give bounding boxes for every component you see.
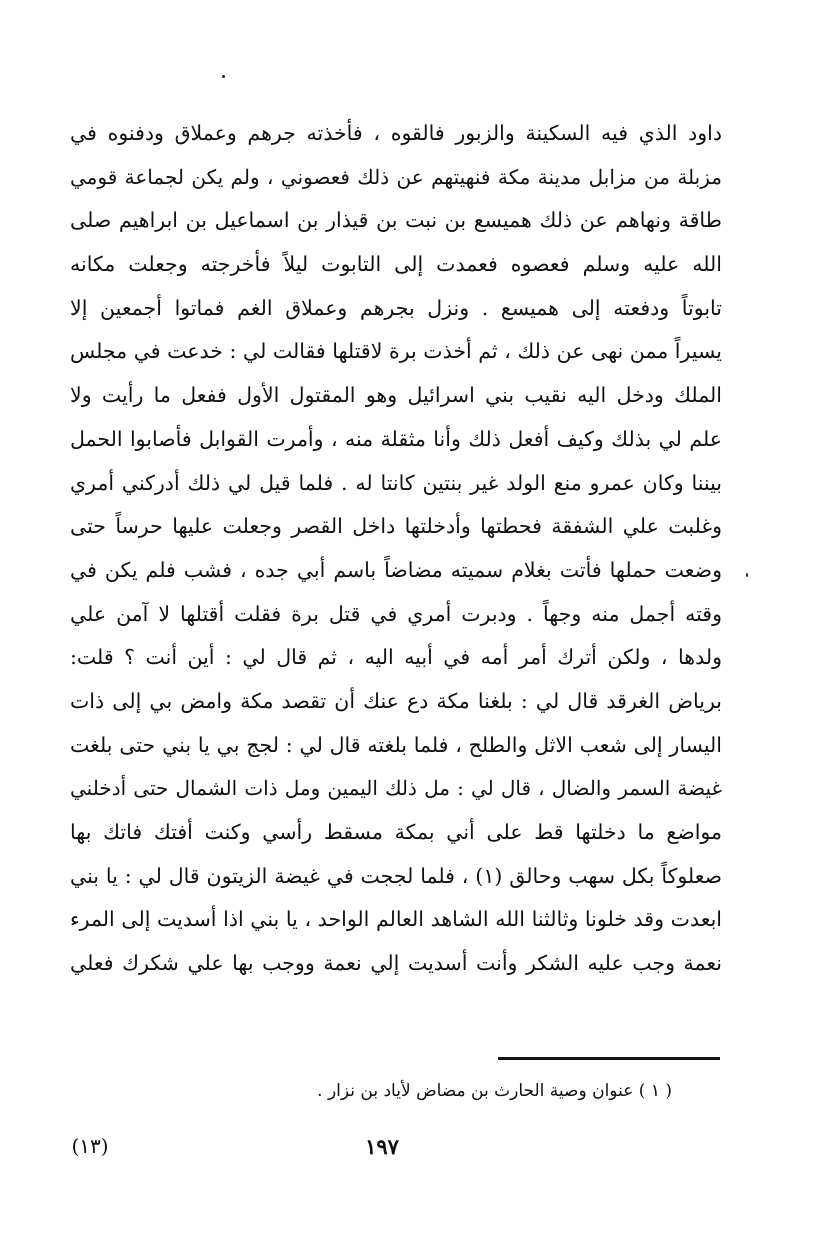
text-line: يسيراً ممن نهى عن ذلك ، ثم أخذت برة لاقتلها فقالت لي : خدعت في مجلس xyxy=(70,339,722,364)
stray-mark xyxy=(746,573,748,577)
stray-mark xyxy=(222,75,225,78)
text-line: تابوتاً ودفعته إلى هميسع . ونزل بجرهم وعملاق الغم فماتوا أجمعين إلا xyxy=(70,295,722,320)
text-line: بيننا وكان عمرو منع الولد غير بنتين كانتا له . فلما قيل لي ذلك أدركني أمري xyxy=(70,470,722,495)
text-line: نعمة وجب عليه الشكر وأنت أسديت إلي نعمة ووجب بها علي شكرك فعلي xyxy=(70,951,722,976)
text-line: اليسار إلى شعب الاثل والطلح ، فلما بلغته قال لي : لجج بي يا بني حتى بلغت xyxy=(70,732,722,757)
body-text xyxy=(70,112,722,986)
text-line: ابعدت وقد خلونا وثالثنا الله الشاهد العالم الواحد ، يا بني اذا أسديت إلى المرء xyxy=(70,907,722,932)
text-line: وقته أجمل منه وجهاً . ودبرت أمري في قتل برة فقلت أقتلها لا آمن علي xyxy=(70,601,722,626)
text-line: طاقة ونهاهم عن ذلك هميسع بن نبت بن قيذار بن اسماعيل بن ابراهيم صلى xyxy=(70,208,722,233)
text-line: برياض الغرقد قال لي : بلغنا مكة دع عنك أن تقصد مكة وامض بي إلى ذات xyxy=(70,688,722,713)
text-line: وغلبت علي الشفقة فحطتها وأدخلتها داخل القصر وجعلت عليها حرساً حتى xyxy=(70,514,722,539)
footnote: ( ١ ) عنوان وصية الحارث بن مضاض لأياد بن نزار . xyxy=(317,1081,672,1101)
signature-mark: (١٣) xyxy=(71,1134,109,1158)
text-line: مواضع ما دخلتها قط على أني بمكة مسقط رأسي وكنت أفتك فاتك بها xyxy=(70,820,722,844)
text-line: الله عليه وسلم فعصوه فعمدت إلى التابوت ليلاً فأخرجته وجعلت مكانه xyxy=(70,252,722,277)
page-number: ١٩٧ xyxy=(365,1134,399,1159)
text-line: غيضة السمر والضال ، قال لي : مل ذلك اليمين ومل ذات الشمال حتى أدخلني xyxy=(70,776,722,801)
text-line: وضعت حملها فأتت بغلام سميته مضاضاً باسم أبي جده ، فشب فلم يكن في xyxy=(70,557,722,582)
footnote-divider xyxy=(498,1057,720,1060)
text-line: مزبلة من مزابل مدينة مكة فنهيتهم عن ذلك فعصوني ، ولم يكن لجماعة قومي xyxy=(70,164,722,189)
text-line: الملك ودخل اليه نقيب بني اسرائيل وهو المقتول الأول ففعل ما رأيت ولا xyxy=(70,383,722,408)
text-line: داود الذي فيه السكينة والزبور فالقوه ، فأخذته جرهم وعملاق ودفنوه في xyxy=(70,121,722,145)
text-line: علم لي بذلك وكيف أفعل ذلك وأنا مثقلة منه ، وأمرت القوابل فأصابوا الحمل xyxy=(70,426,722,451)
text-line: ولدها ، ولكن أترك أمر أمه في أبيه اليه ، ثم قال لي : أين أنت ؟ قلت: xyxy=(70,645,722,670)
text-line: صعلوكاً بكل سهب وحالق (١) ، فلما لججت في غيضة الزيتون قال لي : يا بني xyxy=(70,863,722,888)
